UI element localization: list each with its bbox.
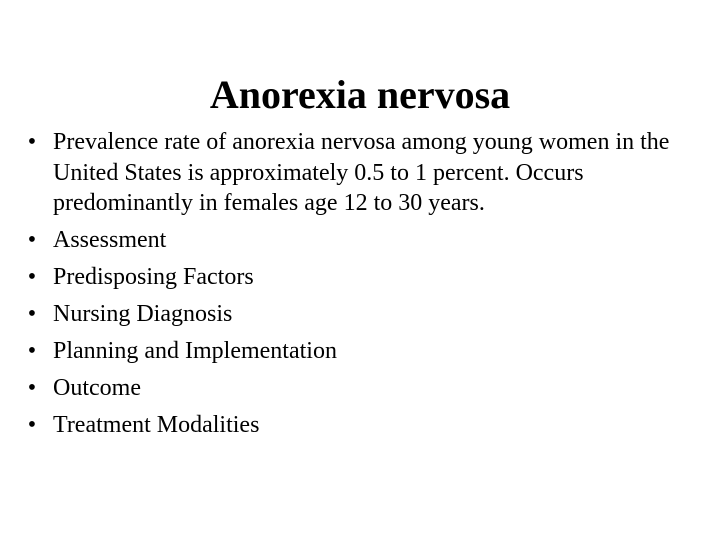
bullet-item-outcome [22,373,702,404]
bullet-dot-icon: • [27,264,37,290]
bullet-text: Nursing Diagnosis [53,301,233,327]
bullet-text: Treatment Modalities [53,412,260,438]
bullet-item-planning-implementation [22,336,702,367]
bullet-item-treatment-modalities [22,410,702,441]
bullet-list [22,127,702,447]
bullet-dot-icon: • [27,375,37,401]
bullet-item-predisposing-factors [22,262,702,293]
bullet-dot-icon: • [27,301,37,327]
bullet-text: Predisposing Factors [53,264,254,290]
bullet-dot-icon: • [27,227,37,253]
bullet-text: Prevalence rate of anorexia nervosa among young women in the United States is approximately 0.5 to 1 percent. Occurs predominantly in females age 12 to 30 years. [53,129,670,216]
bullet-text: Outcome [53,375,141,401]
bullet-dot-icon: • [27,412,37,438]
bullet-text: Planning and Implementation [53,338,337,364]
bullet-item-nursing-diagnosis [22,299,702,330]
slide-title: Anorexia nervosa [209,72,511,117]
bullet-item-assessment [22,225,702,256]
bullet-dot-icon: • [27,338,37,364]
bullet-text: Assessment [53,227,167,253]
bullet-dot-icon: • [27,129,37,155]
bullet-item-prevalence [22,127,702,219]
